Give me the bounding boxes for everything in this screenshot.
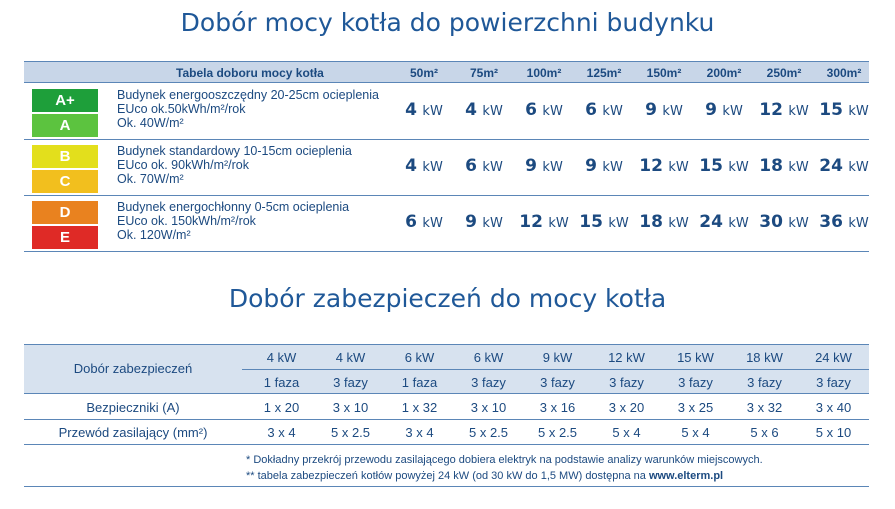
energy-class-badge: E (32, 226, 98, 249)
power-number: 15 (699, 156, 723, 176)
row-label: Przewód zasilający (mm²) (58, 425, 208, 440)
power-unit: kW (422, 104, 443, 119)
table-row (24, 198, 869, 252)
power-number: 12 (759, 100, 783, 120)
power-value (694, 156, 754, 176)
description-line: Budynek standardowy 10-15cm ocieplenia (117, 144, 352, 158)
power-value (514, 100, 574, 120)
table-cell: 3 x 4 (267, 425, 296, 440)
table-cell: 5 x 2.5 (537, 425, 578, 440)
power-number: 4 (465, 100, 478, 120)
power-value (754, 212, 814, 232)
description-line: EUco ok.50kWh/m²/rok (117, 102, 246, 116)
power-value (814, 156, 874, 176)
phase-header: 3 fazy (816, 375, 851, 390)
power-unit: kW (548, 216, 569, 231)
power-value (814, 100, 874, 120)
boiler-power-header: 4 kW (335, 350, 366, 365)
power-value (814, 212, 874, 232)
area-header: 125m² (586, 66, 622, 80)
section-title: Dobór zabezpieczeń do mocy kotła (228, 284, 667, 313)
power-value (634, 100, 694, 120)
building-description (117, 200, 349, 242)
power-value (394, 156, 454, 176)
boiler-power-header: 6 kW (404, 350, 435, 365)
description-line: Budynek energooszczędny 20-25cm ocieplenia (117, 88, 379, 102)
power-number: 15 (579, 212, 603, 232)
table-cell: 5 x 4 (612, 425, 641, 440)
power-unit: kW (662, 104, 683, 119)
power-value (514, 156, 574, 176)
description-line: Ok. 70W/m² (117, 172, 184, 186)
description-line: Budynek energochłonny 0-5cm ocieplenia (117, 200, 350, 214)
energy-class-badge: D (32, 201, 98, 224)
power-number: 9 (525, 156, 538, 176)
phase-header: 3 fazy (678, 375, 713, 390)
table-cell: 5 x 2.5 (468, 425, 509, 440)
power-number: 24 (819, 156, 843, 176)
table-bottom-line (24, 486, 869, 487)
power-unit: kW (788, 216, 809, 231)
boiler-power-header: 24 kW (815, 350, 852, 365)
table-cell: 3 x 20 (608, 400, 645, 415)
power-value (394, 100, 454, 120)
table-cell: 3 x 10 (332, 400, 369, 415)
energy-class-badge: A+ (32, 89, 98, 112)
power-unit: kW (542, 160, 563, 175)
table-cell: 5 x 10 (815, 425, 852, 440)
power-value (634, 156, 694, 176)
power-value (514, 212, 574, 232)
power-number: 6 (525, 100, 538, 120)
power-number: 6 (465, 156, 478, 176)
phase-header: 1 faza (401, 375, 438, 390)
table-row (24, 86, 869, 140)
power-number: 6 (585, 100, 598, 120)
phase-header: 1 faza (263, 375, 300, 390)
power-value (694, 100, 754, 120)
table-cell: 1 x 32 (401, 400, 438, 415)
power-unit: kW (482, 160, 503, 175)
power-value (454, 100, 514, 120)
power-number: 18 (639, 212, 663, 232)
power-number: 30 (759, 212, 783, 232)
power-unit: kW (482, 216, 503, 231)
power-unit: kW (848, 160, 869, 175)
building-description (117, 144, 352, 186)
power-number: 18 (759, 156, 783, 176)
area-header: 150m² (646, 66, 682, 80)
power-value (454, 156, 514, 176)
boiler-power-header: 15 kW (677, 350, 714, 365)
table-row (24, 142, 869, 196)
power-value (754, 100, 814, 120)
energy-class-badge: B (32, 145, 98, 168)
power-number: 36 (819, 212, 843, 232)
power-number: 9 (705, 100, 718, 120)
phase-header: 3 fazy (471, 375, 506, 390)
power-number: 9 (585, 156, 598, 176)
power-value (574, 156, 634, 176)
power-number: 9 (465, 212, 478, 232)
power-unit: kW (602, 160, 623, 175)
table-title: Tabela doboru mocy kotła (176, 66, 324, 80)
table-cell: 3 x 16 (539, 400, 576, 415)
energy-class-badge: A (32, 114, 98, 137)
area-header: 250m² (766, 66, 802, 80)
power-value (754, 156, 814, 176)
fuse-table-header (24, 344, 869, 394)
power-number: 9 (645, 100, 658, 120)
power-value (454, 212, 514, 232)
table-row (24, 395, 869, 420)
elterm-link[interactable]: www.elterm.pl (648, 470, 724, 482)
boiler-power-table (24, 61, 869, 249)
table-header (24, 61, 869, 83)
footnote-2-text: ** tabela zabezpieczeń kotłów powyżej 24 kW (od 30 kW do 1,5 MW) dostępna na (246, 470, 649, 482)
power-number: 4 (405, 100, 418, 120)
power-value (634, 212, 694, 232)
power-unit: kW (668, 216, 689, 231)
power-number: 6 (405, 212, 418, 232)
area-header: 75m² (469, 66, 498, 80)
table-cell: 3 x 10 (470, 400, 507, 415)
area-header: 50m² (409, 66, 438, 80)
power-number: 12 (639, 156, 663, 176)
description-line: EUco ok. 90kWh/m²/rok (117, 158, 249, 172)
phase-header: 3 fazy (747, 375, 782, 390)
page-title: Dobór mocy kotła do powierzchni budynku (180, 8, 715, 37)
footnotes (246, 452, 763, 484)
boiler-power-header: 9 kW (542, 350, 573, 365)
power-unit: kW (722, 104, 743, 119)
description-line: EUco ok. 150kWh/m²/rok (117, 214, 256, 228)
building-description (117, 88, 379, 130)
table-cell: 5 x 2.5 (330, 425, 371, 440)
power-value (394, 212, 454, 232)
power-number: 12 (519, 212, 543, 232)
power-value (574, 212, 634, 232)
power-number: 24 (699, 212, 723, 232)
row-label: Bezpieczniki (A) (86, 400, 180, 415)
power-unit: kW (422, 160, 443, 175)
phase-header: 3 fazy (609, 375, 644, 390)
power-value (574, 100, 634, 120)
fuse-table (24, 344, 869, 489)
description-line: Ok. 120W/m² (117, 228, 191, 242)
table-row (24, 420, 869, 445)
table-cell: 3 x 40 (815, 400, 852, 415)
footnote-1: * Dokładny przekrój przewodu zasilającego dobiera elektryk na podstawie analizy warunków miejscowych. (246, 454, 763, 466)
power-number: 4 (405, 156, 418, 176)
power-unit: kW (422, 216, 443, 231)
power-unit: kW (788, 104, 809, 119)
power-unit: kW (542, 104, 563, 119)
description-line: Ok. 40W/m² (117, 116, 184, 130)
phase-header: 3 fazy (333, 375, 368, 390)
boiler-power-header: 6 kW (473, 350, 504, 365)
area-header: 100m² (526, 66, 562, 80)
power-unit: kW (728, 160, 749, 175)
area-header: 200m² (706, 66, 742, 80)
power-unit: kW (668, 160, 689, 175)
table-cell: 3 x 32 (746, 400, 783, 415)
fuse-header-label: Dobór zabezpieczeń (73, 361, 193, 376)
boiler-power-header: 18 kW (746, 350, 783, 365)
power-unit: kW (482, 104, 503, 119)
area-header: 300m² (826, 66, 862, 80)
energy-class-badge: C (32, 170, 98, 193)
footnote-2 (246, 468, 763, 484)
power-unit: kW (728, 216, 749, 231)
power-unit: kW (602, 104, 623, 119)
table-cell: 5 x 4 (681, 425, 710, 440)
table-cell: 3 x 4 (405, 425, 434, 440)
power-unit: kW (848, 104, 869, 119)
table-cell: 3 x 25 (677, 400, 714, 415)
power-number: 15 (819, 100, 843, 120)
power-value (694, 212, 754, 232)
power-unit: kW (788, 160, 809, 175)
power-unit: kW (608, 216, 629, 231)
table-cell: 5 x 6 (750, 425, 779, 440)
boiler-power-header: 12 kW (608, 350, 645, 365)
header-divider (242, 369, 869, 370)
table-cell: 1 x 20 (263, 400, 300, 415)
phase-header: 3 fazy (540, 375, 575, 390)
power-unit: kW (848, 216, 869, 231)
boiler-power-header: 4 kW (266, 350, 297, 365)
